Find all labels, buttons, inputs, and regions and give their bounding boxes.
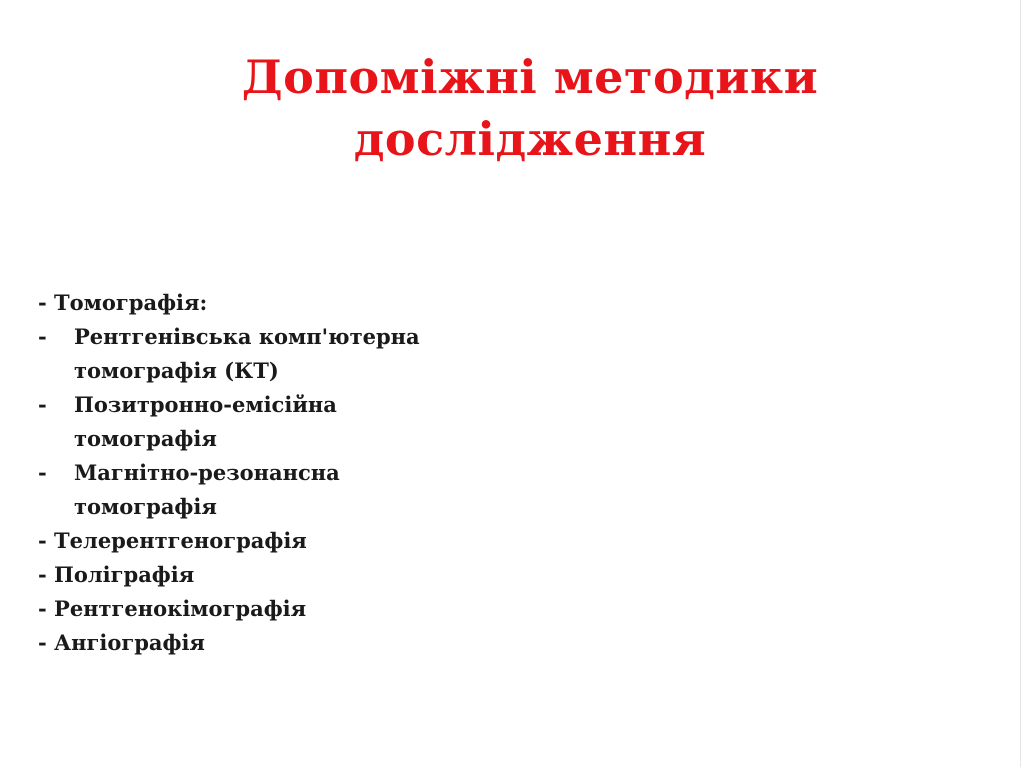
- sub-item-mri: [38, 456, 598, 524]
- sub-item-mri-line-1: Магнітно-резонансна: [74, 460, 340, 485]
- list-item-angiography: - Ангіографія: [38, 630, 205, 655]
- slide-edge-divider: [1020, 0, 1021, 767]
- list-item-polygraphy: - Поліграфія: [38, 562, 195, 587]
- list-item-roentgenokymography: - Рентгенокімографія: [38, 596, 307, 621]
- sub-item-pet-line-2: томографія: [74, 426, 217, 451]
- sub-item-pet-line-1: Позитронно-емісійна: [74, 392, 337, 417]
- sub-item-ct: [38, 320, 598, 388]
- methods-list: [38, 286, 598, 660]
- slide-title-line-2: дослідження: [353, 112, 707, 166]
- slide-title-line-1: Допоміжні методики: [241, 50, 819, 104]
- list-item-tomography: - Томографія:: [38, 290, 208, 315]
- sub-item-mri-line-2: томографія: [74, 494, 217, 519]
- list-item-teleroentgenography: - Телерентгенографія: [38, 528, 307, 553]
- sub-item-dash: -: [38, 392, 47, 417]
- sub-item-pet: [38, 388, 598, 456]
- sub-item-ct-line-1: Рентгенівська комп'ютерна: [74, 324, 420, 349]
- sub-item-dash: -: [38, 460, 47, 485]
- sub-item-ct-line-2: томографія (КТ): [74, 358, 279, 383]
- slide-title: [140, 46, 920, 170]
- sub-item-dash: -: [38, 324, 47, 349]
